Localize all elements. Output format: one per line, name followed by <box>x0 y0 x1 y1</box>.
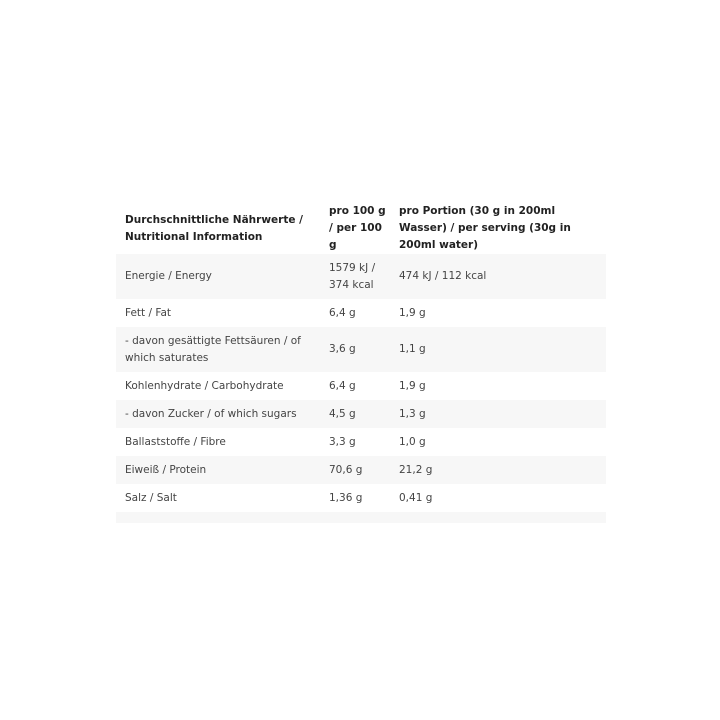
value-per-serving: 474 kJ / 112 kcal <box>399 270 487 282</box>
table-header-row <box>116 203 606 254</box>
nutrient-name: Kohlenhydrate / Carbohydrate <box>125 379 284 392</box>
value-per-100g: 1579 kJ / 374 kcal <box>329 261 376 291</box>
table-row <box>116 428 606 456</box>
spacer-cell <box>390 512 606 523</box>
value-per-100g: 1,36 g <box>329 491 363 504</box>
table-row <box>116 400 606 428</box>
value-per-serving: 1,9 g <box>399 306 426 319</box>
value-per-serving: 1,3 g <box>399 407 426 420</box>
nutrient-name: Energie / Energy <box>125 270 212 282</box>
nutrient-name: Eiweiß / Protein <box>125 463 207 476</box>
spacer-cell <box>320 512 390 523</box>
table-row <box>116 372 606 400</box>
value-per-100g: 3,6 g <box>329 343 356 355</box>
value-per-100g: 70,6 g <box>329 463 363 476</box>
table-row <box>116 456 606 484</box>
value-per-100g: 6,4 g <box>329 306 356 319</box>
value-per-100g: 6,4 g <box>329 379 356 392</box>
table-row <box>116 254 606 299</box>
table-row <box>116 484 606 512</box>
header-per-100g: pro 100 g / per 100 g <box>329 205 386 251</box>
nutrient-name: Salz / Salt <box>125 491 177 504</box>
value-per-100g: 4,5 g <box>329 407 356 420</box>
value-per-serving: 1,0 g <box>399 435 426 448</box>
value-per-serving: 1,1 g <box>399 343 426 355</box>
value-per-serving: 21,2 g <box>399 463 433 476</box>
nutrient-name: Fett / Fat <box>125 306 171 319</box>
nutrient-name: - davon Zucker / of which sugars <box>125 407 297 420</box>
nutrient-name: - davon gesättigte Fettsäuren / of which saturates <box>125 334 301 364</box>
table-row <box>116 299 606 327</box>
value-per-100g: 3,3 g <box>329 435 356 448</box>
header-nutrient: Durchschnittliche Nährwerte / Nutritional Information <box>125 213 303 243</box>
header-per-serving: pro Portion (30 g in 200ml Wasser) / per serving (30g in 200ml water) <box>399 205 571 251</box>
table-row-spacer <box>116 512 606 523</box>
table-row <box>116 327 606 372</box>
value-per-serving: 0,41 g <box>399 491 433 504</box>
spacer-cell <box>116 512 320 523</box>
nutrition-table <box>116 203 606 523</box>
value-per-serving: 1,9 g <box>399 379 426 392</box>
nutrient-name: Ballaststoffe / Fibre <box>125 435 226 448</box>
